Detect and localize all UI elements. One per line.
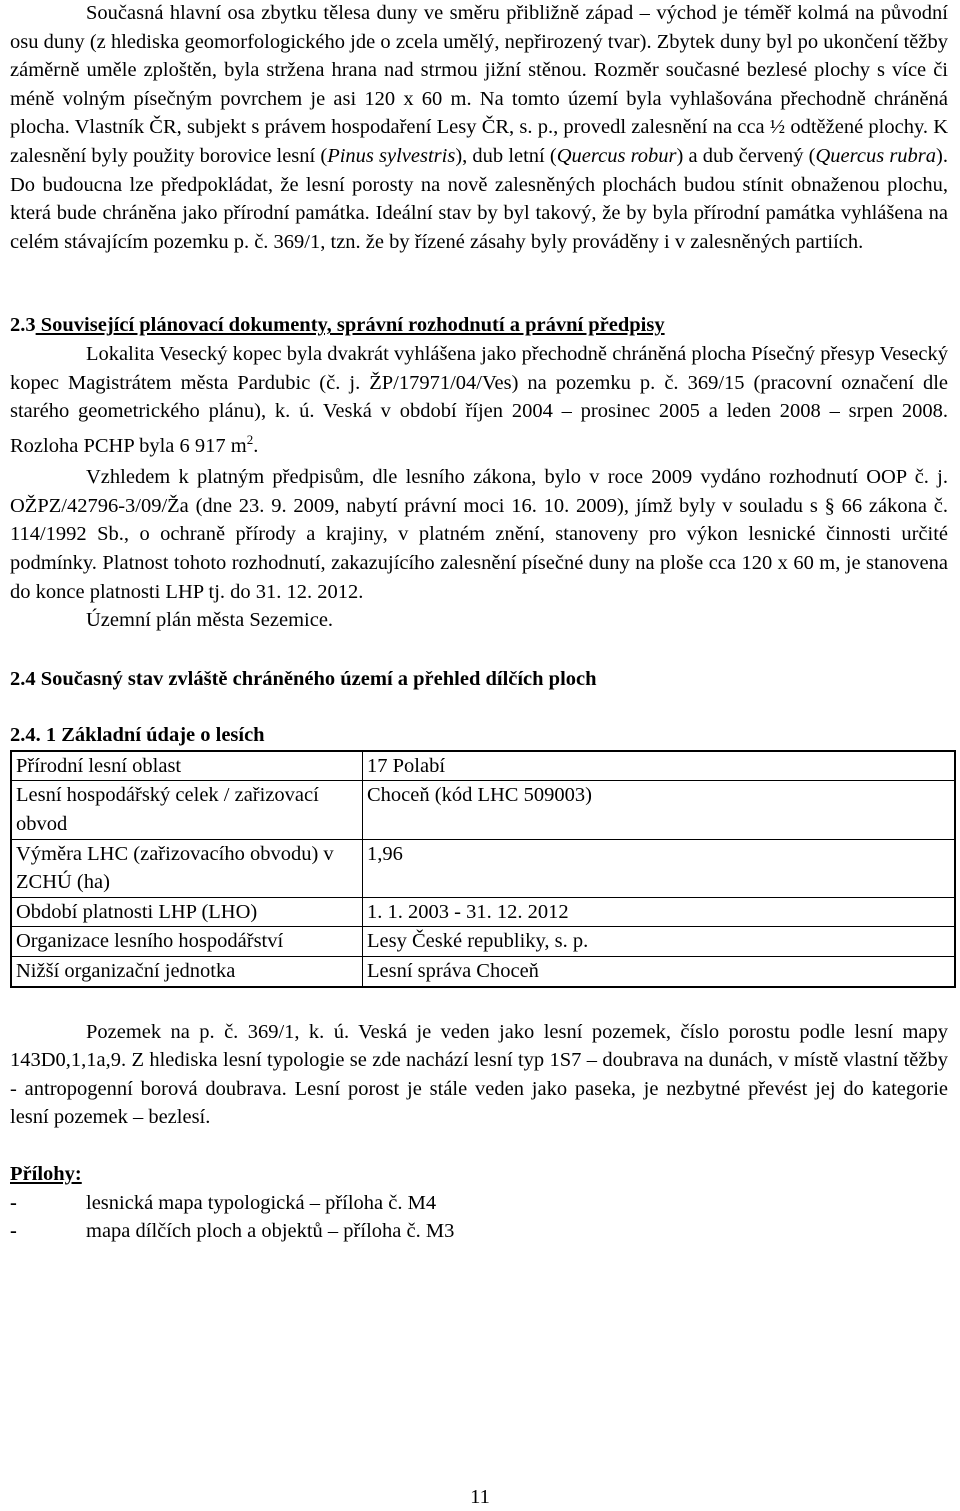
section-2-3-title: Související plánovací dokumenty, správní rozhodnutí a právní předpisy <box>35 314 665 337</box>
section-2-4-heading: 2.4 Současný stav zvláště chráněného území a přehled dílčích ploch <box>10 667 597 690</box>
forest-data-table <box>10 750 956 988</box>
section-2-3-paragraph-1 <box>10 340 948 460</box>
section-2-3-p1-text: Lokalita Vesecký kopec byla dvakrát vyhlášena jako přechodně chráněná plocha Písečný přesyp Vesecký kopec Magistrátem města Pardubic (č. j. ŽP/17971/04/Ves) na pozemku p. č. 369/15 (pracovní označení dle starého geometrického plánu), k. ú. Veská v období říjen 2004 – prosinec 2005 a leden 2008 – srpen 2008. Rozloha PCHP byla 6 917 m <box>10 342 948 457</box>
section-2-3-p1-sup: 2 <box>246 431 254 447</box>
table-row <box>11 957 955 987</box>
list-item-text: lesnická mapa typologická – příloha č. M4 <box>86 1191 437 1214</box>
table-value: 1. 1. 2003 - 31. 12. 2012 <box>363 897 956 927</box>
intro-text-4: ). Do budoucna lze předpokládat, že lesní porosty na nově zalesněných plochách budou stínit obnaženou plochu, která bude chráněna jako přírodní památka. Ideální stav by byl takový, že by byla přírodní památka vyhlášena na celém stávajícím pozemku p. č. 369/1, tzn. že by řízené zásahy byly prováděny i v zalesněných partiích. <box>10 144 948 253</box>
table-key: Období platnosti LHP (LHO) <box>11 897 363 927</box>
table-value: Choceň (kód LHC 509003) <box>363 781 956 839</box>
list-dash: - <box>10 1191 17 1214</box>
table-key: Přírodní lesní oblast <box>11 751 363 781</box>
table-key: Lesní hospodářský celek / zařizovací obvod <box>11 781 363 839</box>
species-quercus-robur: Quercus robur <box>556 144 677 167</box>
document-page <box>10 0 948 1246</box>
attachments-list <box>10 1189 948 1246</box>
list-item <box>10 1189 948 1218</box>
species-pinus: Pinus sylvestris <box>327 144 456 167</box>
section-2-3-paragraph-2: Vzhledem k platným předpisům, dle lesního zákona, bylo v roce 2009 vydáno rozhodnutí OOP č. j. OŽPZ/42796-3/09/Ža (dne 23. 9. 2009, nabytí právní moci 16. 10. 2009), jímž byly v souladu s § 66 zákona č. 114/1992 Sb., o ochraně přírody a krajiny, v platném znění, stanoveny pro výkon lesnické činnosti určité podmínky. Platnost tohoto rozhodnutí, zakazujícího zalesnění písečné duny na ploše cca 120 x 60 m, je stanovena do konce platnosti LHP tj. do 31. 12. 2012. <box>10 466 948 603</box>
list-dash: - <box>10 1220 17 1243</box>
table-row <box>11 781 955 839</box>
table-row <box>11 751 955 781</box>
intro-text-2: ), dub letní ( <box>455 144 557 167</box>
pozemek-paragraph: Pozemek na p. č. 369/1, k. ú. Veská je veden jako lesní pozemek, číslo porostu podle lesní mapy 143D0,1,1a,9. Z hlediska lesní typologie se zde nachází lesní typ 1S7 – doubrava na dunách, v místě vlastní těžby - antropogenní borová doubrava. Lesní porost je stále veden jako paseka, je nezbytné převést jej do kategorie lesní pozemek – bezlesí. <box>10 1020 948 1129</box>
intro-text-3: ) a dub červený ( <box>676 144 816 167</box>
table-value: Lesy České republiky, s. p. <box>363 927 956 957</box>
table-key: Organizace lesního hospodářství <box>11 927 363 957</box>
section-2-4-1-heading: 2.4. 1 Základní údaje o lesích <box>10 724 265 747</box>
list-item <box>10 1217 948 1246</box>
section-2-3-paragraph-3: Územní plán města Sezemice. <box>86 609 334 632</box>
intro-paragraph <box>10 0 948 256</box>
species-quercus-rubra: Quercus rubra <box>815 144 937 167</box>
table-row <box>11 897 955 927</box>
intro-text-1: Současná hlavní osa zbytku tělesa duny ve směru přibližně západ – východ je téměř kolmá na původní osu duny (z hlediska geomorfologického jde o zcela umělý, nepřirozený tvar). Zbytek duny byl po ukončení těžby záměrně uměle zploštěn, byla stržena hrana nad strmou jižní stěnou. Rozměr současné bezlesé plochy s více či méně volným písečným povrchem je asi 120 x 60 m. Na tomto území byla vyhlašována přechodně chráněná plocha. Vlastník ČR, subjekt s právem hospodaření Lesy ČR, s. p., provedl zalesnění na cca ½ odtěžené plochy. K zalesnění byly použity borovice lesní ( <box>10 2 948 167</box>
table-key: Nižší organizační jednotka <box>11 957 363 987</box>
table-value: 1,96 <box>363 839 956 897</box>
section-2-3-heading <box>10 311 948 340</box>
table-row <box>11 839 955 897</box>
prilohy-heading: Přílohy: <box>10 1163 82 1186</box>
section-2-3-p1-end: . <box>253 434 259 457</box>
table-value: 17 Polabí <box>363 751 956 781</box>
section-2-3-number: 2.3 <box>10 314 36 337</box>
table-key: Výměra LHC (zařizovacího obvodu) v ZCHÚ (ha) <box>11 839 363 897</box>
table-value: Lesní správa Choceň <box>363 957 956 987</box>
page-number: 11 <box>470 1486 490 1508</box>
table-row <box>11 927 955 957</box>
list-item-text: mapa dílčích ploch a objektů – příloha č. M3 <box>86 1220 455 1243</box>
